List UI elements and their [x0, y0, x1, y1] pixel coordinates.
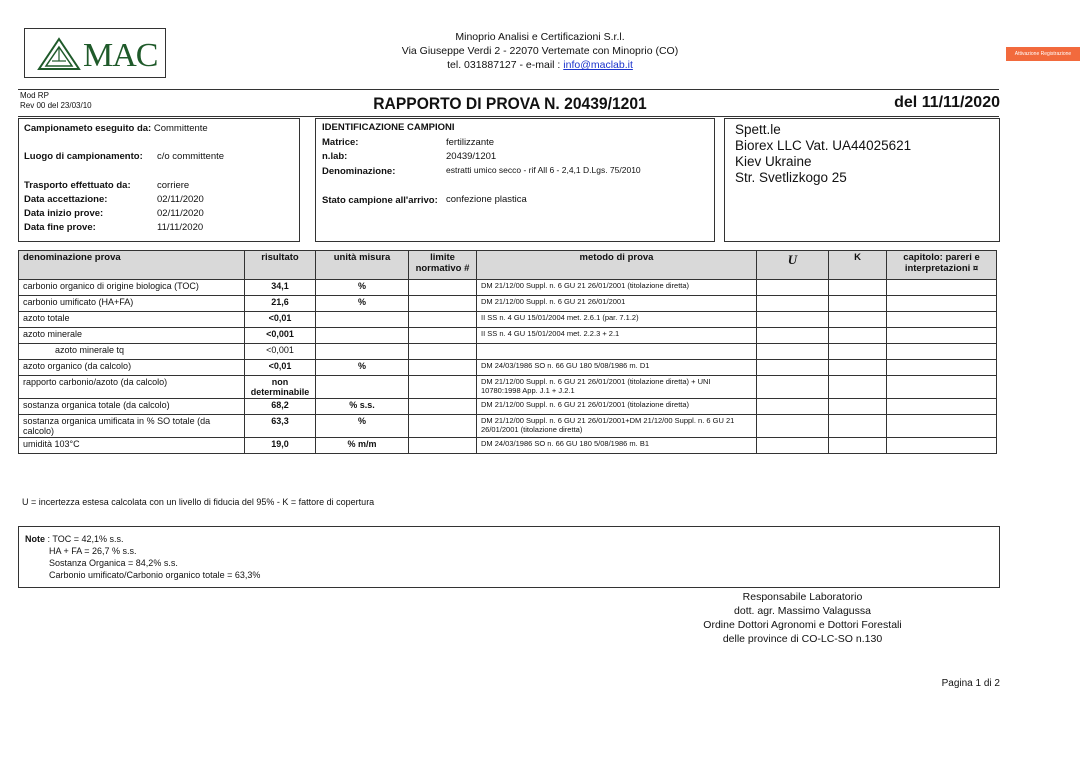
module-code: Mod RP: [20, 91, 49, 100]
notes-line1: [25, 533, 123, 545]
cell-unita: [316, 376, 409, 399]
col-metodo: metodo di prova: [477, 251, 757, 280]
col-limite: [409, 251, 477, 280]
col-capitolo-line1: capitolo: pareri e: [903, 252, 980, 263]
cell-u: [757, 399, 829, 415]
cell-limite: [409, 438, 477, 454]
table-header-row: [19, 251, 997, 280]
cell-risultato: 68,2: [245, 399, 316, 415]
responsible-name: dott. agr. Massimo Valagussa: [734, 605, 871, 617]
cell-k: [829, 438, 887, 454]
cell-metodo: DM 24/03/1986 SO n. 66 GU 180 5/08/1986 m. B1: [477, 438, 757, 454]
col-prova: denominazione prova: [19, 251, 245, 280]
cell-k: [829, 280, 887, 296]
cell-k: [829, 328, 887, 344]
eseguito-value: Committente: [153, 123, 208, 134]
header-divider: [18, 89, 999, 90]
cell-unita: [316, 328, 409, 344]
cell-risultato: non determinabile: [245, 376, 316, 399]
responsible-order: Ordine Dottori Agronomi e Dottori Forestali: [703, 619, 902, 631]
table-row: [19, 438, 997, 454]
cell-limite: [409, 296, 477, 312]
cell-risultato: 21,6: [245, 296, 316, 312]
cell-capitolo: [887, 360, 997, 376]
client-box: [724, 118, 1000, 242]
cell-capitolo: [887, 438, 997, 454]
stato-value: confezione plastica: [446, 194, 527, 205]
inizio-label: Data inizio prove:: [24, 208, 104, 219]
cell-prova: rapporto carbonio/azoto (da calcolo): [19, 376, 245, 399]
cell-capitolo: [887, 415, 997, 438]
luogo-value: c/o committente: [157, 151, 225, 162]
report-date: del 11/11/2020: [894, 94, 1000, 111]
recycle-triangle-icon: [37, 37, 81, 71]
cell-limite: [409, 415, 477, 438]
client-street: Str. Svetlizkogo 25: [735, 170, 847, 185]
notes-hafa: HA + FA = 26,7 % s.s.: [49, 546, 137, 556]
cell-limite: [409, 376, 477, 399]
cell-k: [829, 399, 887, 415]
fine-value: 11/11/2020: [157, 222, 204, 233]
matrice-value: fertilizzante: [446, 137, 495, 148]
accettazione-label: Data accettazione:: [24, 194, 108, 205]
uncertainty-footnote: U = incertezza estesa calcolata con un livello di fiducia del 95% - K = fattore di copertura: [22, 497, 375, 507]
company-contact: [330, 58, 750, 72]
table-row: [19, 296, 997, 312]
page-number: Pagina 1 di 2: [941, 678, 1000, 689]
col-risultato: risultato: [245, 251, 316, 280]
cell-limite: [409, 360, 477, 376]
cell-capitolo: [887, 376, 997, 399]
sampling-box: [18, 118, 300, 242]
cell-capitolo: [887, 399, 997, 415]
cell-risultato: <0,001: [245, 328, 316, 344]
cell-unita: [316, 344, 409, 360]
col-u: U: [757, 251, 829, 280]
table-row: [19, 312, 997, 328]
cell-prova: sostanza organica totale (da calcolo): [19, 399, 245, 415]
cell-k: [829, 296, 887, 312]
cell-u: [757, 360, 829, 376]
cell-risultato: <0,001: [245, 344, 316, 360]
cell-metodo: DM 21/12/00 Suppl. n. 6 GU 21 26/01/2001 (titolazione diretta) + UNI 10780:1998 App. J.1 + J.2.1: [477, 376, 757, 399]
cell-metodo: DM 21/12/00 Suppl. n. 6 GU 21 26/01/2001 (titolazione diretta): [477, 280, 757, 296]
signature-activation-button[interactable]: Attivazione Registrazione: [1006, 47, 1080, 61]
nlab-label: n.lab:: [322, 151, 348, 162]
cell-risultato: 19,0: [245, 438, 316, 454]
denominazione-value: estratti umico secco - rif All 6 - 2,4,1 D.Lgs. 75/2010: [446, 165, 641, 175]
denominazione-label: Denominazione:: [322, 166, 396, 177]
cell-k: [829, 376, 887, 399]
cell-prova: azoto totale: [19, 312, 245, 328]
company-name: Minoprio Analisi e Certificazioni S.r.l.: [455, 31, 625, 43]
fine-label: Data fine prove:: [24, 222, 96, 233]
notes-box: [18, 526, 1000, 588]
cell-prova: sostanza organica umificata in % SO totale (da calcolo): [19, 415, 245, 438]
cell-metodo: II SS n. 4 GU 15/01/2004 met. 2.2.3 + 2.1: [477, 328, 757, 344]
cell-unita: % m/m: [316, 438, 409, 454]
cell-u: [757, 280, 829, 296]
trasporto-value: corriere: [157, 180, 190, 191]
cell-unita: % s.s.: [316, 399, 409, 415]
cell-unita: %: [316, 280, 409, 296]
cell-metodo: II SS n. 4 GU 15/01/2004 met. 2.6.1 (par. 7.1.2): [477, 312, 757, 328]
cell-k: [829, 344, 887, 360]
module-rev: Rev 00 del 23/03/10: [20, 101, 92, 110]
inizio-value: 02/11/2020: [157, 208, 204, 219]
company-logo: [24, 28, 166, 78]
company-info: [330, 30, 750, 72]
table-row: [19, 376, 997, 399]
table-row: [19, 360, 997, 376]
cell-prova: azoto minerale tq: [19, 344, 245, 360]
col-unita: unità misura: [316, 251, 409, 280]
cell-risultato: <0,01: [245, 312, 316, 328]
eseguito-label: Campionameto eseguito da:: [24, 123, 152, 134]
cell-u: [757, 328, 829, 344]
cell-prova: carbonio organico di origine biologica (TOC): [19, 280, 245, 296]
cell-k: [829, 415, 887, 438]
client-city: Kiev Ukraine: [735, 154, 812, 169]
trasporto-label: Trasporto effettuato da:: [24, 180, 131, 191]
cell-capitolo: [887, 344, 997, 360]
identification-title: IDENTIFICAZIONE CAMPIONI: [322, 122, 455, 133]
lab-responsible: [680, 590, 925, 646]
cell-metodo: DM 21/12/00 Suppl. n. 6 GU 21 26/01/2001+DM 21/12/00 Suppl. n. 6 GU 21 26/01/2001 (titolazione diretta): [477, 415, 757, 438]
client-salutation: Spett.le: [735, 122, 781, 137]
cell-capitolo: [887, 312, 997, 328]
cell-unita: %: [316, 415, 409, 438]
logo-text: MAC: [83, 37, 158, 74]
responsible-title: Responsabile Laboratorio: [742, 591, 863, 603]
client-name: Biorex LLC Vat. UA44025621: [735, 138, 912, 153]
results-table: [18, 250, 997, 454]
module-revision: [20, 91, 92, 111]
cell-u: [757, 312, 829, 328]
matrice-label: Matrice:: [322, 137, 359, 148]
cell-risultato: 63,3: [245, 415, 316, 438]
col-k: K: [829, 251, 887, 280]
luogo-label: Luogo di campionamento:: [24, 151, 143, 162]
table-row: [19, 344, 997, 360]
title-divider: [18, 116, 999, 117]
cell-capitolo: [887, 328, 997, 344]
table-row: [19, 280, 997, 296]
nlab-value: 20439/1201: [446, 151, 497, 162]
cell-k: [829, 312, 887, 328]
cell-risultato: <0,01: [245, 360, 316, 376]
col-capitolo: [887, 251, 997, 280]
cell-limite: [409, 280, 477, 296]
cell-capitolo: [887, 280, 997, 296]
cell-limite: [409, 328, 477, 344]
cell-prova: carbonio umificato (HA+FA): [19, 296, 245, 312]
notes-ratio: Carbonio umificato/Carbonio organico totale = 63,3%: [49, 570, 261, 580]
identification-box: [315, 118, 715, 242]
cell-k: [829, 360, 887, 376]
cell-limite: [409, 399, 477, 415]
cell-metodo: DM 21/12/00 Suppl. n. 6 GU 21 26/01/2001 (titolazione diretta): [477, 399, 757, 415]
contact-prefix: tel. 031887127 - e-mail :: [447, 59, 564, 71]
cell-prova: azoto organico (da calcolo): [19, 360, 245, 376]
cell-limite: [409, 312, 477, 328]
email-link[interactable]: info@maclab.it: [563, 59, 633, 71]
notes-toc: : TOC = 42,1% s.s.: [47, 534, 124, 544]
cell-u: [757, 415, 829, 438]
cell-prova: umidità 103°C: [19, 438, 245, 454]
table-row: [19, 415, 997, 438]
cell-risultato: 34,1: [245, 280, 316, 296]
cell-u: [757, 344, 829, 360]
cell-u: [757, 438, 829, 454]
cell-unita: %: [316, 360, 409, 376]
report-title: RAPPORTO DI PROVA N. 20439/1201: [373, 94, 647, 113]
table-row: [19, 328, 997, 344]
cell-unita: %: [316, 296, 409, 312]
cell-metodo: DM 24/03/1986 SO n. 66 GU 180 5/08/1986 m. D1: [477, 360, 757, 376]
cell-limite: [409, 344, 477, 360]
cell-metodo: DM 21/12/00 Suppl. n. 6 GU 21 26/01/2001: [477, 296, 757, 312]
notes-label: Note: [25, 534, 45, 544]
cell-prova: azoto minerale: [19, 328, 245, 344]
cell-unita: [316, 312, 409, 328]
notes-so: Sostanza Organica = 84,2% s.s.: [49, 558, 178, 568]
company-address: Via Giuseppe Verdi 2 - 22070 Vertemate con Minoprio (CO): [401, 45, 679, 57]
cell-u: [757, 376, 829, 399]
col-limite-line2: normativo #: [415, 263, 470, 274]
col-limite-line1: limite: [430, 252, 455, 263]
stato-label: Stato campione all'arrivo:: [322, 195, 438, 206]
accettazione-value: 02/11/2020: [157, 194, 204, 205]
responsible-province: delle province di CO-LC-SO n.130: [722, 633, 883, 645]
table-row: [19, 399, 997, 415]
cell-capitolo: [887, 296, 997, 312]
col-capitolo-line2: interpretazioni ¤: [904, 263, 979, 274]
cell-u: [757, 296, 829, 312]
cell-metodo: [477, 344, 757, 360]
